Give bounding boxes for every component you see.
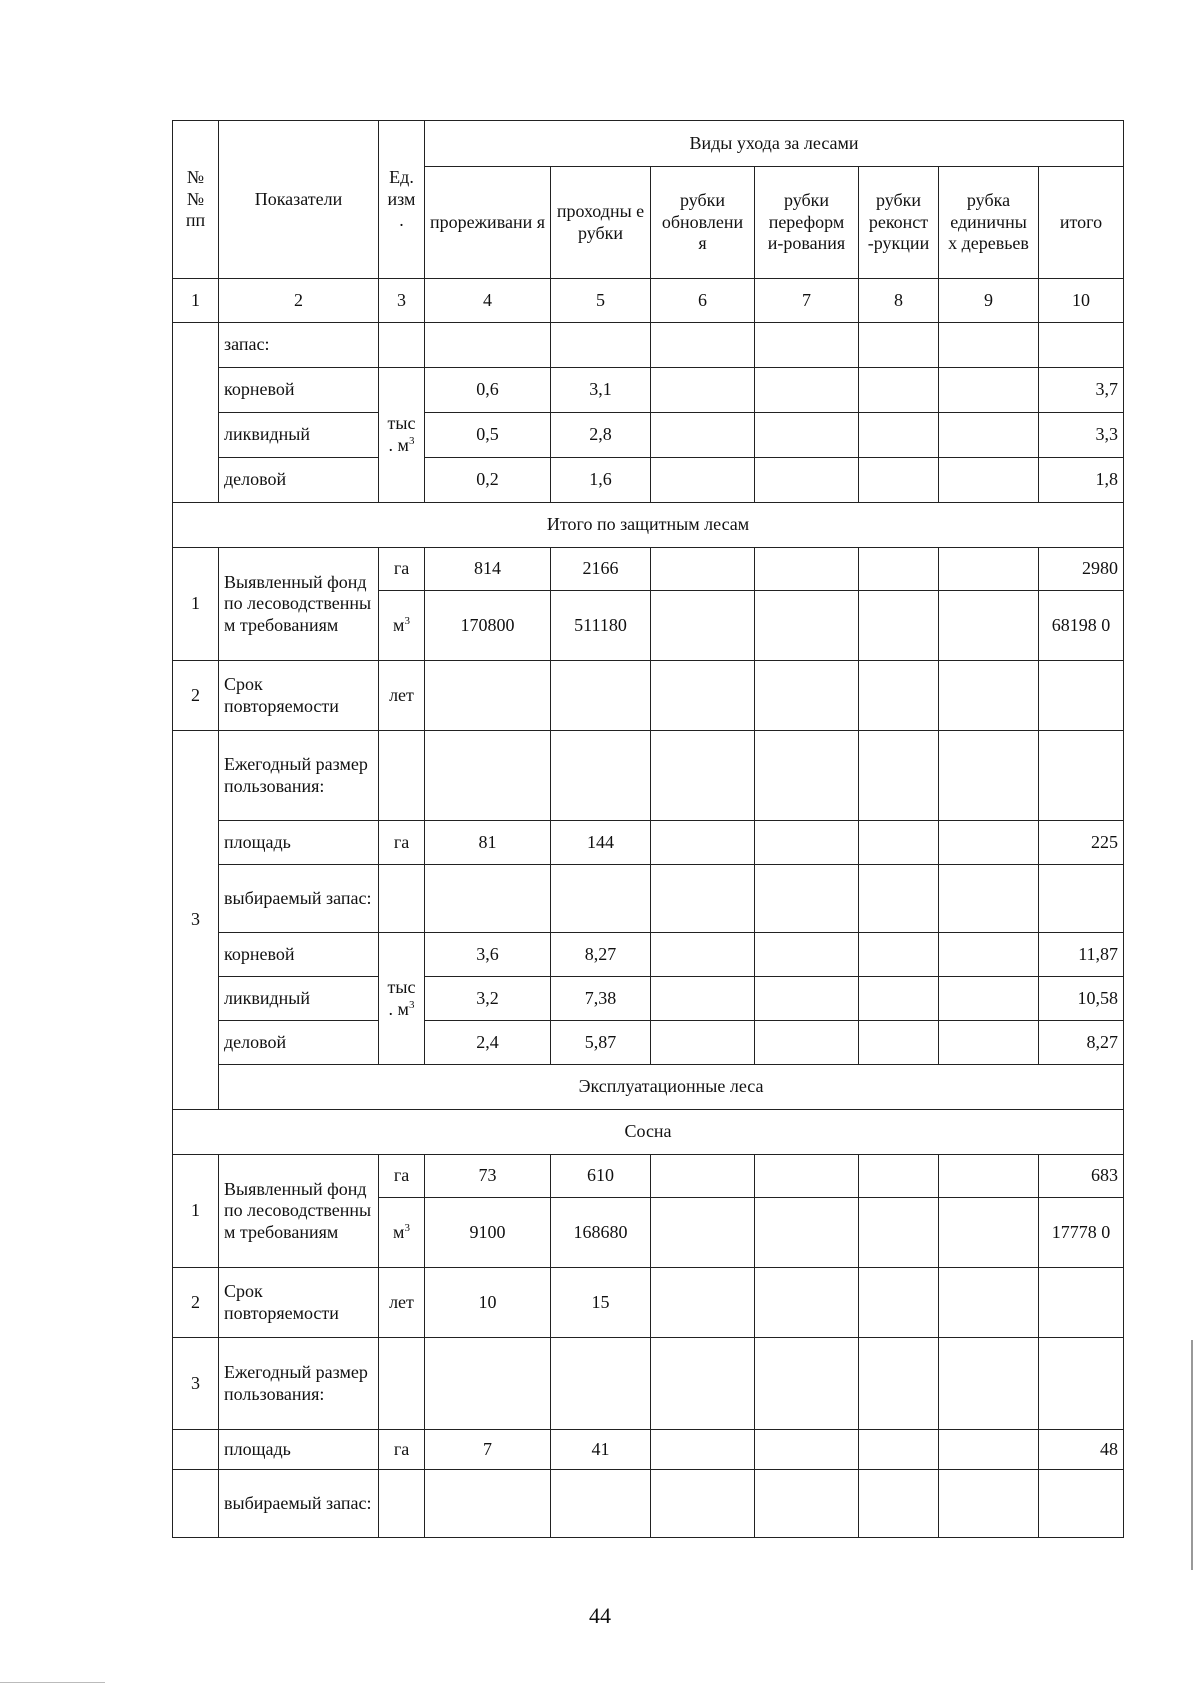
value-cell: 610 bbox=[551, 1155, 651, 1198]
unit-cell: $м^3$ bbox=[379, 591, 425, 661]
table-row bbox=[173, 1155, 1124, 1198]
row-number: 1 bbox=[173, 548, 219, 661]
unit-cell: тыс . $м^3$ bbox=[379, 368, 425, 503]
table-row bbox=[173, 933, 1124, 977]
row-label: ликвидный bbox=[219, 413, 379, 458]
scan-edge-line bbox=[0, 1682, 105, 1683]
colnum: 10 bbox=[1039, 279, 1124, 323]
value-cell: 9100 bbox=[425, 1198, 551, 1268]
colnum: 5 bbox=[551, 279, 651, 323]
total-cell: 1,8 bbox=[1039, 458, 1124, 503]
colnum: 1 bbox=[173, 279, 219, 323]
value-cell: 15 bbox=[551, 1268, 651, 1338]
total-cell: 225 bbox=[1039, 821, 1124, 865]
header-type-passage: проходны е рубки bbox=[551, 167, 651, 279]
forest-care-table bbox=[172, 120, 1124, 1538]
colnum: 2 bbox=[219, 279, 379, 323]
colnum: 3 bbox=[379, 279, 425, 323]
value-cell: 81 bbox=[425, 821, 551, 865]
row-label: выбираемый запас: bbox=[219, 1470, 379, 1538]
total-cell: 3,3 bbox=[1039, 413, 1124, 458]
section-title-protective: Итого по защитным лесам bbox=[173, 503, 1124, 548]
total-cell: 11,87 bbox=[1039, 933, 1124, 977]
value-cell: 144 bbox=[551, 821, 651, 865]
unit-cell: га bbox=[379, 1155, 425, 1198]
section-title-pine: Сосна bbox=[173, 1110, 1124, 1155]
header-num: № № пп bbox=[173, 121, 219, 279]
num-cell bbox=[173, 323, 219, 503]
section-row bbox=[173, 1065, 1124, 1110]
table-row bbox=[173, 731, 1124, 821]
unit-cell: лет bbox=[379, 661, 425, 731]
value-cell: 5,87 bbox=[551, 1021, 651, 1065]
table-row bbox=[173, 368, 1124, 413]
value-cell: 41 bbox=[551, 1430, 651, 1470]
value-cell: 0,2 bbox=[425, 458, 551, 503]
row-label: деловой bbox=[219, 458, 379, 503]
unit-cell: га bbox=[379, 1430, 425, 1470]
header-type-total: итого bbox=[1039, 167, 1124, 279]
value-cell: 0,6 bbox=[425, 368, 551, 413]
row-label: площадь bbox=[219, 1430, 379, 1470]
row-number: 3 bbox=[173, 1338, 219, 1430]
row-label: выбираемый запас: bbox=[219, 865, 379, 933]
total-cell: 2980 bbox=[1039, 548, 1124, 591]
row-number: 2 bbox=[173, 1268, 219, 1338]
header-type-renewal: рубки обновлени я bbox=[651, 167, 755, 279]
unit-cell: тыс . $м^3$ bbox=[379, 933, 425, 1065]
colnum: 4 bbox=[425, 279, 551, 323]
table-row bbox=[173, 323, 1124, 368]
row-label: запас: bbox=[219, 323, 379, 368]
total-cell: 48 bbox=[1039, 1430, 1124, 1470]
row-label: площадь bbox=[219, 821, 379, 865]
row-label: деловой bbox=[219, 1021, 379, 1065]
section-row bbox=[173, 1110, 1124, 1155]
unit-cell: га bbox=[379, 548, 425, 591]
value-cell: 3,1 bbox=[551, 368, 651, 413]
section-row bbox=[173, 503, 1124, 548]
row-label: Срок повторяемости bbox=[219, 1268, 379, 1338]
page-number: 44 bbox=[589, 1603, 611, 1628]
table-row bbox=[173, 977, 1124, 1021]
value-cell bbox=[551, 661, 651, 731]
column-numbers-row bbox=[173, 279, 1124, 323]
total-cell: 10,58 bbox=[1039, 977, 1124, 1021]
unit-cell bbox=[379, 323, 425, 368]
value-cell: 168680 bbox=[551, 1198, 651, 1268]
value-cell: 1,6 bbox=[551, 458, 651, 503]
value-cell: 73 bbox=[425, 1155, 551, 1198]
row-label: корневой bbox=[219, 933, 379, 977]
scan-edge-line bbox=[1191, 1340, 1193, 1570]
row-number: 2 bbox=[173, 661, 219, 731]
value-cell: 7 bbox=[425, 1430, 551, 1470]
table-row bbox=[173, 865, 1124, 933]
value-cell: 170800 bbox=[425, 591, 551, 661]
colnum: 8 bbox=[859, 279, 939, 323]
colnum: 9 bbox=[939, 279, 1039, 323]
header-unit: Ед. изм . bbox=[379, 121, 425, 279]
table-row bbox=[173, 661, 1124, 731]
row-label: Выявленный фонд по лесоводственны м требованиям bbox=[219, 1155, 379, 1268]
header-indicator: Показатели bbox=[219, 121, 379, 279]
total-cell: 3,7 bbox=[1039, 368, 1124, 413]
value-cell: 814 bbox=[425, 548, 551, 591]
value-cell: 2,4 bbox=[425, 1021, 551, 1065]
row-number: 3 bbox=[173, 731, 219, 1110]
value-cell: 10 bbox=[425, 1268, 551, 1338]
row-label: Ежегодный размер пользования: bbox=[219, 731, 379, 821]
colnum: 6 bbox=[651, 279, 755, 323]
table-row bbox=[173, 1338, 1124, 1430]
unit-cell: $м^3$ bbox=[379, 1198, 425, 1268]
unit-cell: лет bbox=[379, 1268, 425, 1338]
value-cell bbox=[425, 661, 551, 731]
header-type-reconstruction: рубки реконст -рукции bbox=[859, 167, 939, 279]
table-row bbox=[173, 413, 1124, 458]
value-cell: 2,8 bbox=[551, 413, 651, 458]
table-row bbox=[173, 1430, 1124, 1470]
header-type-single-trees: рубка единичны х деревьев bbox=[939, 167, 1039, 279]
value-cell: 2166 bbox=[551, 548, 651, 591]
colnum: 7 bbox=[755, 279, 859, 323]
table-row bbox=[173, 821, 1124, 865]
total-cell: 68198 0 bbox=[1039, 591, 1124, 661]
value-cell: 8,27 bbox=[551, 933, 651, 977]
value-cell: 3,2 bbox=[425, 977, 551, 1021]
section-title-exploitation: Эксплуатационные леса bbox=[219, 1065, 1124, 1110]
value-cell bbox=[551, 323, 651, 368]
total-cell bbox=[1039, 323, 1124, 368]
header-group-title: Виды ухода за лесами bbox=[425, 121, 1124, 167]
header-type-thinning: прореживани я bbox=[425, 167, 551, 279]
row-number: 1 bbox=[173, 1155, 219, 1268]
total-cell: 8,27 bbox=[1039, 1021, 1124, 1065]
table-row bbox=[173, 1021, 1124, 1065]
header-row bbox=[173, 121, 1124, 167]
total-cell: 683 bbox=[1039, 1155, 1124, 1198]
table-row bbox=[173, 1268, 1124, 1338]
table-row bbox=[173, 458, 1124, 503]
value-cell: 511180 bbox=[551, 591, 651, 661]
row-label: Ежегодный размер пользования: bbox=[219, 1338, 379, 1430]
row-label: Срок повторяемости bbox=[219, 661, 379, 731]
row-label: ликвидный bbox=[219, 977, 379, 1021]
total-cell: 17778 0 bbox=[1039, 1198, 1124, 1268]
value-cell: 7,38 bbox=[551, 977, 651, 1021]
row-label: корневой bbox=[219, 368, 379, 413]
table-row bbox=[173, 1470, 1124, 1538]
value-cell bbox=[425, 323, 551, 368]
row-label: Выявленный фонд по лесоводственны м требованиям bbox=[219, 548, 379, 661]
value-cell: 3,6 bbox=[425, 933, 551, 977]
header-type-reformation: рубки переформ и-рования bbox=[755, 167, 859, 279]
table-row bbox=[173, 548, 1124, 591]
unit-cell: га bbox=[379, 821, 425, 865]
value-cell: 0,5 bbox=[425, 413, 551, 458]
